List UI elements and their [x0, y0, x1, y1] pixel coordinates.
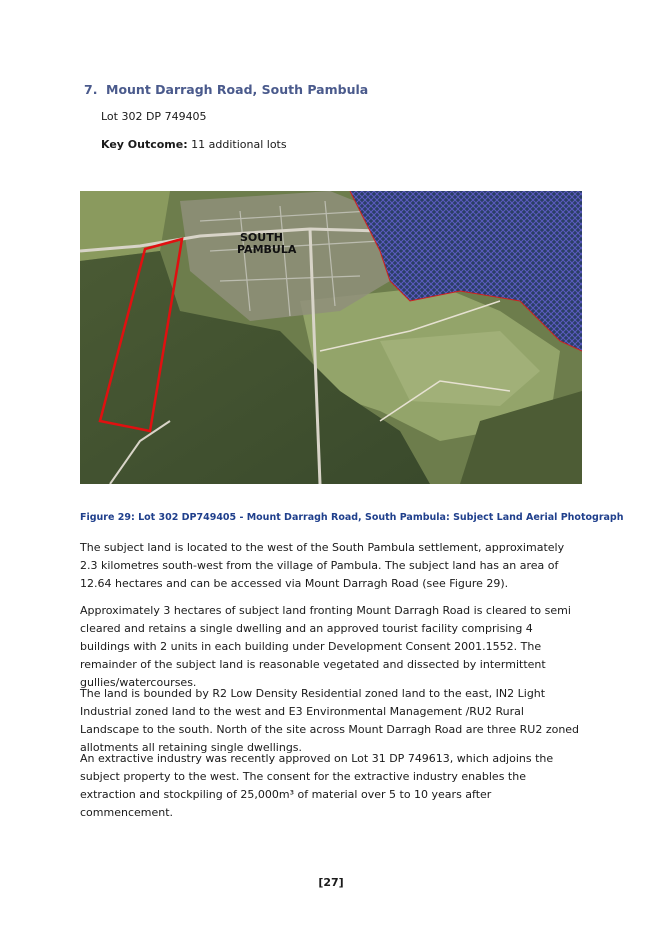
key-outcome: [101, 138, 287, 151]
paragraph: The land is bounded by R2 Low Density Residential zoned land to the east, IN2 Light Industrial zoned land to the west and E3 Environmental Management /RU2 Rural Landscape to the south. North of the site across Mount Darragh Road are three RU2 zoned allotments all retaining single dwellings.: [80, 687, 580, 754]
aerial-photo-svg: [80, 191, 582, 484]
paragraph: An extractive industry was recently approved on Lot 31 DP 749613, which adjoins the subject property to the west. The consent for the extractive industry enables the extraction and stockpiling of 25,000m³ of material over 5 to 10 years after commencement.: [80, 752, 554, 819]
page-number: [27]: [318, 876, 344, 889]
figure-caption: Figure 29: Lot 302 DP749405 - Mount Darragh Road, South Pambula: Subject Land Aerial Photograph: [80, 512, 624, 523]
paragraph: Approximately 3 hectares of subject land fronting Mount Darragh Road is cleared to semi cleared and retains a single dwelling and an approved tourist facility comprising 4 buildings with 2 units in each building under Development Consent 2001.1552. The remainder of the subject land is reasonable vegetated and dissected by intermittent gullies/watercourses.: [80, 604, 571, 689]
paragraph: The subject land is located to the west of the South Pambula settlement, approximately 2.3 kilometres south-west from the village of Pambula. The subject land has an area of 12.64 hectares and can be accessed via Mount Darragh Road (see Figure 29).: [80, 541, 565, 590]
aerial-photograph: [80, 191, 582, 484]
section-heading: [84, 82, 368, 97]
section-number: 7.: [84, 82, 98, 97]
map-label-line1: SOUTH: [240, 231, 283, 244]
map-label-line2: PAMBULA: [237, 243, 297, 256]
section-title: Mount Darragh Road, South Pambula: [106, 82, 369, 97]
lot-reference: Lot 302 DP 749405: [101, 110, 207, 123]
key-outcome-label: Key Outcome:: [101, 138, 188, 151]
key-outcome-value: 11 additional lots: [187, 138, 287, 151]
